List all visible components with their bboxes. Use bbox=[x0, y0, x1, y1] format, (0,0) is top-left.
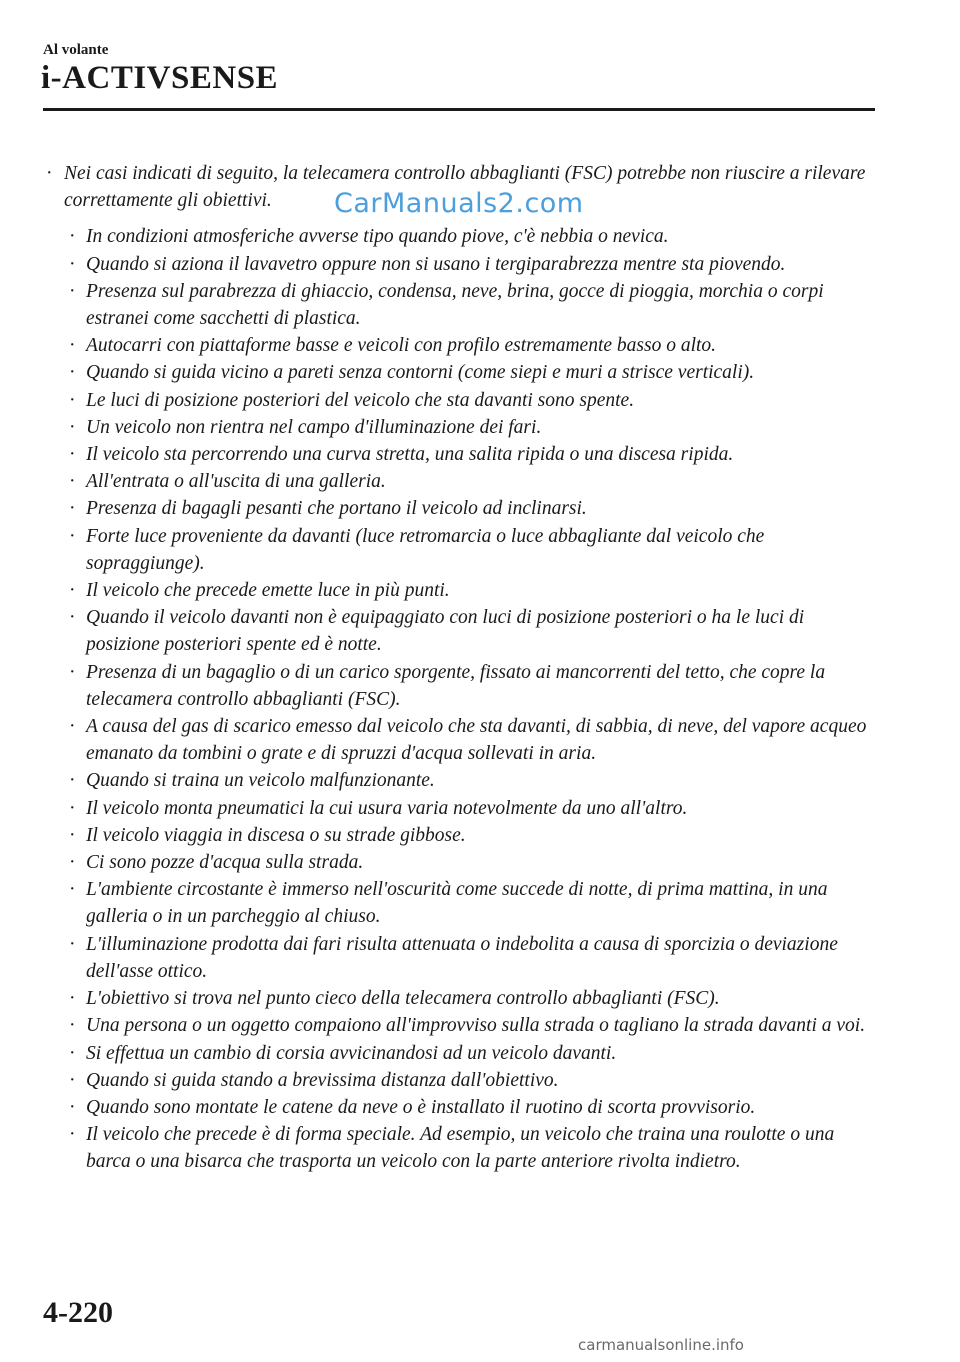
bullet-icon: · bbox=[69, 498, 76, 520]
list-item bbox=[43, 604, 873, 658]
list-item-text: Quando si guida stando a brevissima distanza dall'obiettivo. bbox=[86, 1069, 559, 1091]
list-item-text: L'ambiente circostante è immerso nell'oscurità come succede di notte, di prima mattina, in una galleria o in un parcheggio al chiuso. bbox=[86, 879, 828, 928]
list-item-text: Il veicolo sta percorrendo una curva stretta, una salita ripida o una discesa ripida. bbox=[86, 444, 734, 466]
list-item-text: L'obiettivo si trova nel punto cieco della telecamera controllo abbaglianti (FSC). bbox=[86, 988, 720, 1010]
bullet-icon: · bbox=[69, 1069, 76, 1091]
list-item-text: L'illuminazione prodotta dai fari risulta attenuata o indebolita a causa di sporcizia o deviazione dell'asse ottico. bbox=[86, 933, 838, 982]
bullet-icon: · bbox=[69, 716, 76, 738]
bullet-icon: · bbox=[69, 525, 76, 547]
bullet-icon: · bbox=[69, 607, 76, 629]
list-item-text: Si effettua un cambio di corsia avvicinandosi ad un veicolo davanti. bbox=[86, 1042, 617, 1064]
list-item bbox=[43, 414, 873, 441]
list-item bbox=[43, 387, 873, 414]
list-item bbox=[43, 822, 873, 849]
list-item-text: Il veicolo che precede è di forma speciale. Ad esempio, un veicolo che traina una roulotte o una barca o una bisarca che trasporta un veicolo con la parte anteriore rivolta indietro. bbox=[86, 1124, 835, 1173]
bullet-icon: · bbox=[69, 933, 76, 955]
list-item bbox=[43, 495, 873, 522]
bullet-icon: · bbox=[69, 1124, 76, 1146]
list-item-text: Presenza di un bagaglio o di un carico sporgente, fissato ai mancorrenti del tetto, che copre la telecamera controllo abbaglianti (FSC). bbox=[86, 661, 826, 710]
list-item bbox=[43, 577, 873, 604]
list-item bbox=[43, 1012, 873, 1039]
list-item bbox=[43, 713, 873, 767]
bullet-icon: · bbox=[69, 471, 76, 493]
bullet-icon: · bbox=[46, 163, 53, 184]
list-item bbox=[43, 1067, 873, 1094]
main-content bbox=[43, 160, 873, 1176]
list-item bbox=[43, 251, 873, 278]
list-item bbox=[43, 795, 873, 822]
list-item bbox=[43, 931, 873, 985]
header-rule bbox=[43, 108, 875, 111]
list-item bbox=[43, 468, 873, 495]
list-item bbox=[43, 1040, 873, 1067]
bullet-icon: · bbox=[69, 1015, 76, 1037]
bullet-icon: · bbox=[69, 280, 76, 302]
bullet-icon: · bbox=[69, 797, 76, 819]
bullet-icon: · bbox=[69, 335, 76, 357]
bullet-icon: · bbox=[69, 416, 76, 438]
bullet-icon: · bbox=[69, 988, 76, 1010]
list-item-text: Autocarri con piattaforme basse e veicoli con profilo estremamente basso o alto. bbox=[86, 335, 717, 357]
list-item-text: Forte luce proveniente da davanti (luce retromarcia o luce abbagliante dal veicolo che sopraggiunge). bbox=[86, 525, 765, 574]
list-item bbox=[43, 332, 873, 359]
list-item bbox=[43, 223, 873, 250]
list-item-text: Il veicolo monta pneumatici la cui usura varia notevolmente da uno all'altro. bbox=[86, 797, 688, 819]
bullet-icon: · bbox=[69, 879, 76, 901]
list-item-text: Una persona o un oggetto compaiono all'improvviso sulla strada o tagliano la strada davanti a voi. bbox=[86, 1015, 866, 1037]
bullet-icon: · bbox=[69, 253, 76, 275]
bullet-icon: · bbox=[69, 444, 76, 466]
bullet-icon: · bbox=[69, 661, 76, 683]
list-item bbox=[43, 278, 873, 332]
list-item-text: Il veicolo che precede emette luce in più punti. bbox=[86, 580, 450, 602]
list-item-text: Quando il veicolo davanti non è equipaggiato con luci di posizione posteriori o ha le luci di posizione posteriori spente ed è notte. bbox=[86, 607, 805, 656]
list-item-text: A causa del gas di scarico emesso dal veicolo che sta davanti, di sabbia, di neve, del vapore acqueo emanato da tombini o grate e di spruzzi d'acqua sollevati in aria. bbox=[86, 716, 867, 765]
bullet-icon: · bbox=[69, 1042, 76, 1064]
bullet-icon: · bbox=[69, 770, 76, 792]
list-item bbox=[43, 659, 873, 713]
list-item bbox=[43, 985, 873, 1012]
intro-text: Nei casi indicati di seguito, la telecamera controllo abbaglianti (FSC) potrebbe non riuscire a rilevare correttamente gli obiettivi. bbox=[64, 163, 866, 212]
list-item-text: Ci sono pozze d'acqua sulla strada. bbox=[86, 852, 364, 874]
list-item-text: Il veicolo viaggia in discesa o su strade gibbose. bbox=[86, 824, 466, 846]
list-item-text: All'entrata o all'uscita di una galleria. bbox=[86, 471, 386, 493]
page-number: 4-220 bbox=[43, 1296, 113, 1329]
section-label: Al volante bbox=[43, 42, 109, 58]
list-item bbox=[43, 876, 873, 930]
bullet-icon: · bbox=[69, 1096, 76, 1118]
list-item-text: Quando si aziona il lavavetro oppure non si usano i tergiparabrezza mentre sta piovendo. bbox=[86, 253, 786, 275]
bullet-icon: · bbox=[69, 852, 76, 874]
list-item bbox=[43, 1094, 873, 1121]
list-item-text: Presenza sul parabrezza di ghiaccio, condensa, neve, brina, gocce di pioggia, morchia o corpi estranei come sacchetti di plastica. bbox=[86, 280, 824, 330]
bullet-icon: · bbox=[69, 824, 76, 846]
bullet-icon: · bbox=[69, 580, 76, 602]
list-item-text: Presenza di bagagli pesanti che portano il veicolo ad inclinarsi. bbox=[86, 498, 587, 520]
bullet-icon: · bbox=[69, 226, 76, 248]
list-item-text: Quando sono montate le catene da neve o è installato il ruotino di scorta provvisorio. bbox=[86, 1096, 756, 1118]
list-item bbox=[43, 359, 873, 386]
bullet-icon: · bbox=[69, 389, 76, 411]
list-item-text: Quando si traina un veicolo malfunzionante. bbox=[86, 770, 435, 792]
page-title: i-ACTIVSENSE bbox=[41, 60, 279, 96]
watermark-logo: CarManuals2.com bbox=[334, 188, 584, 219]
bullet-icon: · bbox=[69, 362, 76, 384]
list-item bbox=[43, 767, 873, 794]
list-item-text: Le luci di posizione posteriori del veicolo che sta davanti sono spente. bbox=[86, 389, 635, 411]
list-item-text: Quando si guida vicino a pareti senza contorni (come siepi e muri a strisce verticali). bbox=[86, 362, 755, 384]
list-item bbox=[43, 1121, 873, 1175]
list-item-text: Un veicolo non rientra nel campo d'illuminazione dei fari. bbox=[86, 416, 542, 438]
conditions-list bbox=[43, 223, 873, 1175]
list-item bbox=[43, 849, 873, 876]
list-item-text: In condizioni atmosferiche avverse tipo quando piove, c'è nebbia o nevica. bbox=[86, 226, 669, 248]
list-item bbox=[43, 523, 873, 577]
footer-site-label: carmanualsonline.info bbox=[578, 1336, 744, 1354]
list-item bbox=[43, 441, 873, 468]
